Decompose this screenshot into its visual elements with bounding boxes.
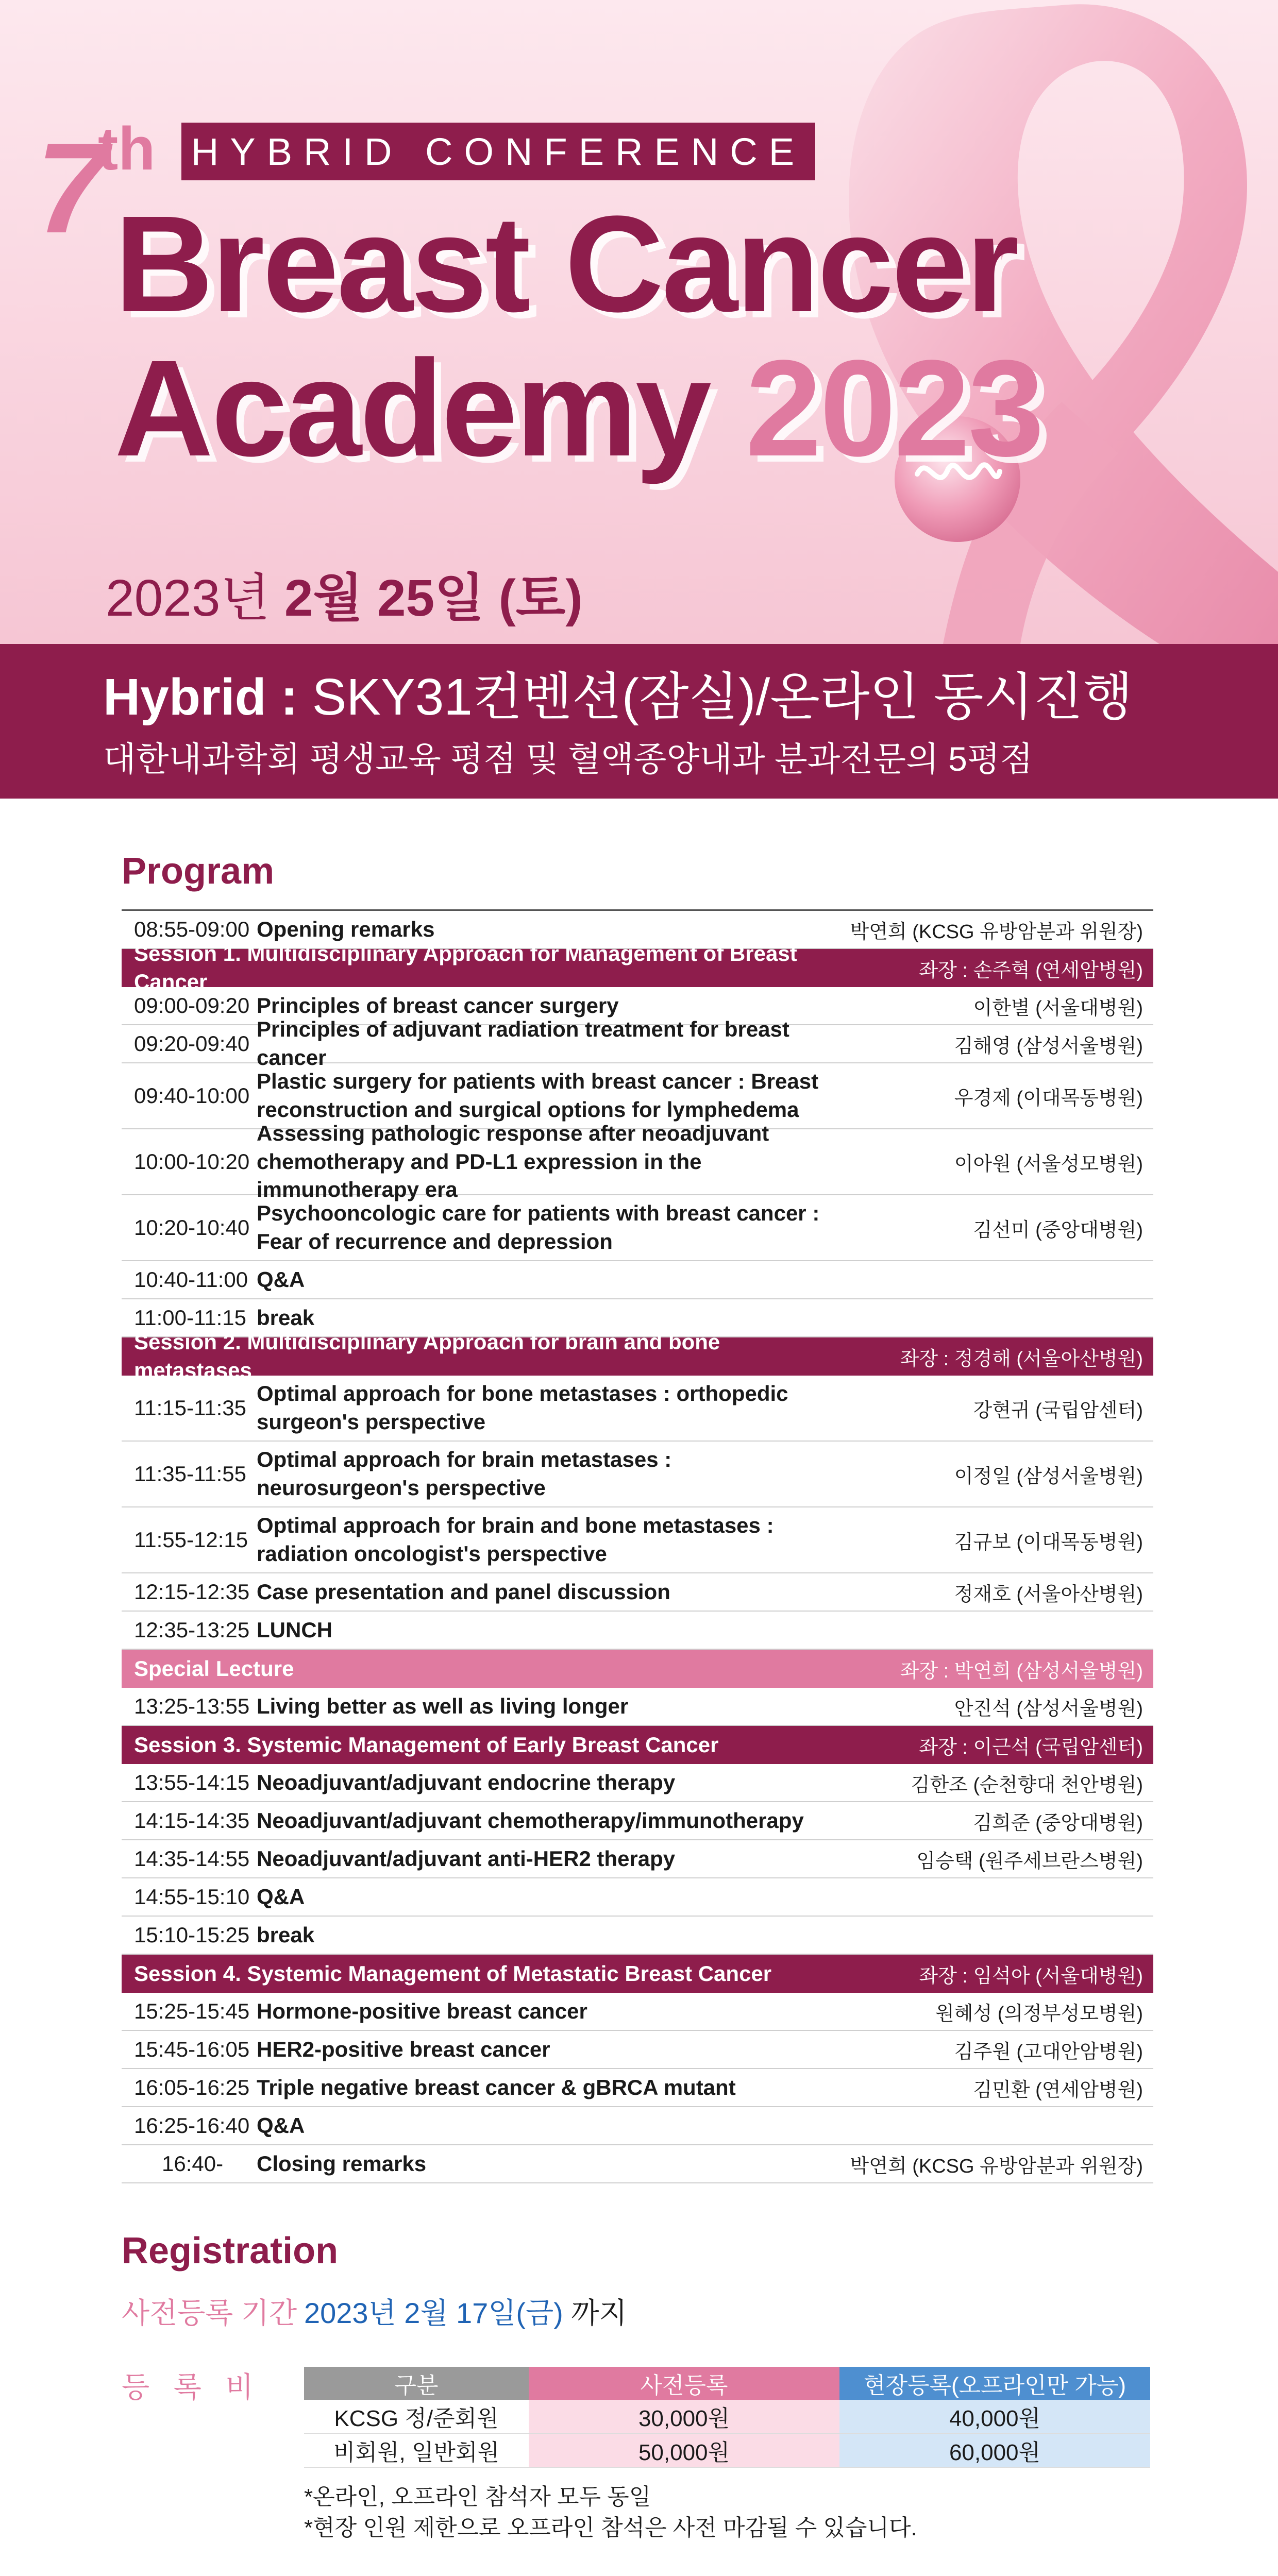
fee-header-row [304, 2367, 1150, 2400]
edition-number: 7 [36, 116, 108, 260]
event-date [106, 556, 583, 631]
row-time: 14:55-15:10 [134, 1885, 250, 1909]
program-row [122, 1573, 1153, 1612]
row-speaker: 이정일 (삼성서울병원) [954, 1465, 1143, 1487]
row-title: LUNCH [257, 1617, 332, 1642]
program-row [122, 2107, 1153, 2145]
row-title: Optimal approach for bone metastases : orthopedic surgeon's perspective [257, 1381, 788, 1434]
program-row [122, 1195, 1153, 1261]
row-speaker: 김해영 (삼성서울병원) [954, 1035, 1143, 1057]
program-row [122, 1764, 1153, 1802]
row-time: 16:40- [162, 2151, 224, 2176]
session-header-row [122, 1330, 1153, 1382]
fee-header-onsite: 현장등록(오프라인만 가능) [839, 2367, 1150, 2400]
session-chair: 좌장 : 정경해 (서울아산병원) [900, 1348, 1143, 1370]
program-row [122, 1878, 1153, 1917]
row-title: Triple negative breast cancer & gBRCA mutant [257, 2075, 736, 2099]
hero-banner [0, 0, 1278, 644]
row-speaker: 안진석 (삼성서울병원) [954, 1698, 1143, 1720]
row-title: Neoadjuvant/adjuvant anti-HER2 therapy [257, 1846, 676, 1871]
row-title: break [257, 1922, 315, 1947]
row-speaker: 김민환 (연세암병원) [973, 2079, 1143, 2101]
program-row [122, 2031, 1153, 2069]
row-time: 08:55-09:00 [134, 917, 250, 941]
row-title: Closing remarks [257, 2151, 427, 2176]
title-year: 2023 [745, 332, 1042, 485]
row-speaker: 정재호 (서울아산병원) [954, 1583, 1143, 1605]
row-title: Q&A [257, 1884, 305, 1909]
fee-row [304, 2400, 1150, 2433]
row-time: 13:25-13:55 [134, 1694, 250, 1718]
row-speaker: 김한조 (순천향대 천안병원) [911, 1774, 1143, 1796]
fee-header-category: 구분 [304, 2367, 529, 2400]
venue-line [103, 655, 1133, 730]
row-speaker: 원혜성 (의정부성모병원) [935, 2003, 1143, 2025]
program-heading: Program [122, 851, 275, 892]
program-row [122, 1688, 1153, 1726]
fee-onsite: 60,000원 [839, 2433, 1150, 2467]
session-chair: 좌장 : 임석아 (서울대병원) [919, 1965, 1143, 1987]
row-time: 10:20-10:40 [134, 1215, 250, 1240]
row-time: 10:40-11:00 [134, 1267, 248, 1292]
program-row [122, 1612, 1153, 1650]
period-label: 사전등록 기간 [122, 2297, 297, 2329]
row-speaker: 이아원 (서울성모병원) [954, 1153, 1143, 1175]
program-row [122, 1993, 1153, 2031]
row-time: 14:35-14:55 [134, 1846, 250, 1871]
session-chair: 좌장 : 이근석 (국립암센터) [919, 1736, 1143, 1758]
program-row [122, 1261, 1153, 1299]
registration-heading: Registration [122, 2230, 339, 2272]
program-table [122, 909, 1153, 2183]
fee-header-pre: 사전등록 [529, 2367, 839, 2400]
row-time: 11:35-11:55 [134, 1462, 246, 1486]
credit-line: 대한내과학회 평생교육 평점 및 혈액종양내과 분과전문의 5평점 [103, 740, 1033, 778]
period-suffix: 까지 [571, 2297, 627, 2329]
row-title: Q&A [257, 2113, 305, 2138]
row-time: 11:55-12:15 [134, 1528, 248, 1552]
row-time: 13:55-14:15 [134, 1770, 250, 1794]
title-line-2 [114, 332, 1042, 485]
row-title: Assessing pathologic response after neoadjuvant chemotherapy and PD-L1 expression in the immunotherapy era [257, 1121, 769, 1202]
row-title: Neoadjuvant/adjuvant chemotherapy/immunotherapy [257, 1808, 804, 1833]
row-title: Case presentation and panel discussion [257, 1579, 670, 1604]
date-year: 2023년 [106, 569, 271, 627]
row-time: 15:10-15:25 [134, 1923, 250, 1947]
row-time: 16:05-16:25 [134, 2075, 250, 2099]
session-title: Session 1. Multidisciplinary Approach for Management of Breast Cancer [134, 941, 797, 994]
fee-category: KCSG 정/준회원 [304, 2400, 529, 2433]
row-time: 09:00-09:20 [134, 993, 250, 1018]
program-row [122, 1442, 1153, 1507]
venue-band [0, 644, 1278, 799]
row-speaker: 김규보 (이대목동병원) [954, 1531, 1143, 1553]
row-time: 09:20-09:40 [134, 1031, 250, 1056]
row-time: 11:15-11:35 [134, 1396, 246, 1420]
program-row [122, 1017, 1153, 1070]
session-header-row [122, 1955, 1153, 1993]
row-time: 09:40-10:00 [134, 1083, 250, 1108]
program-row [122, 1121, 1153, 1202]
row-title: Psychooncologic care for patients with breast cancer : Fear of recurrence and depression [257, 1201, 820, 1253]
row-title: Living better as well as living longer [257, 1693, 629, 1718]
fee-pre: 50,000원 [529, 2433, 839, 2467]
program-row [122, 1917, 1153, 1955]
fee-table [304, 2367, 1150, 2468]
row-title: Optimal approach for brain and bone metastases : radiation oncologist's perspective [257, 1513, 774, 1566]
program-row [122, 1802, 1153, 1840]
row-time: 10:00-10:20 [134, 1149, 250, 1174]
program-row [122, 1507, 1153, 1573]
row-speaker: 강현귀 (국립암센터) [973, 1399, 1143, 1421]
row-speaker: 임승택 (원주세브란스병원) [916, 1850, 1143, 1872]
session-header-row [122, 941, 1153, 994]
fee-label: 등 록 비 [122, 2371, 254, 2403]
session-title: Session 2. Multidisciplinary Approach for brain and bone metastases [134, 1330, 720, 1382]
title-line-1: Breast Cancer [114, 188, 1017, 341]
row-title: Q&A [257, 1267, 305, 1292]
row-time: 15:25-15:45 [134, 1999, 250, 2023]
title-academy: Academy [114, 332, 710, 485]
program-row [122, 2145, 1153, 2183]
program-row [122, 1840, 1153, 1878]
method-label [122, 2571, 257, 2576]
hybrid-conference-label: HYBRID CONFERENCE [181, 123, 815, 180]
session-title: Special Lecture [134, 1656, 294, 1681]
fee-note-2: *현장 인원 제한으로 오프라인 참석은 사전 마감될 수 있습니다. [304, 2515, 917, 2540]
session-title: Session 4. Systemic Management of Metastatic Breast Cancer [134, 1961, 772, 1986]
special-lecture-row [122, 1650, 1153, 1688]
row-speaker: 김희준 (중앙대병원) [973, 1812, 1143, 1834]
fee-category: 비회원, 일반회원 [304, 2433, 529, 2467]
row-title: HER2-positive breast cancer [257, 2037, 550, 2061]
session-chair: 좌장 : 손주혁 (연세암병원) [919, 959, 1143, 981]
period-value [304, 2291, 627, 2332]
session-header-row [122, 1726, 1153, 1764]
row-time: 15:45-16:05 [134, 2037, 250, 2061]
row-title: Opening remarks [257, 917, 435, 941]
fee-onsite: 40,000원 [839, 2400, 1150, 2433]
row-time: 11:00-11:15 [134, 1306, 246, 1330]
row-time: 12:35-13:25 [134, 1618, 250, 1642]
venue-text: SKY31컨벤션(잠실)/온라인 동시진행 [312, 668, 1133, 726]
edition-suffix: th [98, 115, 156, 183]
fee-note-1: *온라인, 오프라인 참석자 모두 동일 [304, 2484, 651, 2510]
row-title: break [257, 1305, 315, 1330]
session-chair: 좌장 : 박연희 (삼성서울병원) [900, 1660, 1143, 1682]
row-speaker: 박연희 (KCSG 유방암분과 위원장) [850, 921, 1143, 943]
row-time: 14:15-14:35 [134, 1808, 250, 1833]
row-speaker: 이한별 (서울대병원) [973, 997, 1143, 1019]
row-time: 12:15-12:35 [134, 1580, 250, 1604]
row-title: Hormone-positive breast cancer [257, 1998, 587, 2023]
row-speaker: 박연희 (KCSG 유방암분과 위원장) [850, 2155, 1143, 2177]
row-title: Optimal approach for brain metastases : neurosurgeon's perspective [257, 1447, 672, 1500]
fee-pre: 30,000원 [529, 2400, 839, 2433]
row-speaker: 김주원 (고대안암병원) [954, 2041, 1143, 2063]
row-time: 16:25-16:40 [134, 2113, 250, 2138]
row-title: Principles of breast cancer surgery [257, 993, 619, 1018]
program-row [122, 1376, 1153, 1442]
row-title: Plastic surgery for patients with breast cancer : Breast reconstruction and surgical options for lymphedema [257, 1069, 819, 1122]
venue-hybrid-label: Hybrid : [103, 668, 298, 726]
fee-row [304, 2433, 1150, 2467]
row-title: Neoadjuvant/adjuvant endocrine therapy [257, 1770, 676, 1794]
program-row [122, 2069, 1153, 2107]
row-title: Principles of adjuvant radiation treatment for breast cancer [257, 1017, 789, 1070]
method-value [304, 2571, 1205, 2576]
row-speaker: 우경제 (이대목동병원) [954, 1087, 1143, 1109]
period-date: 2023년 2월 17일(금) [304, 2297, 563, 2329]
row-speaker: 김선미 (중앙대병원) [973, 1219, 1143, 1241]
date-day: 2월 25일 (토) [284, 569, 583, 627]
session-title: Session 3. Systemic Management of Early Breast Cancer [134, 1732, 719, 1757]
